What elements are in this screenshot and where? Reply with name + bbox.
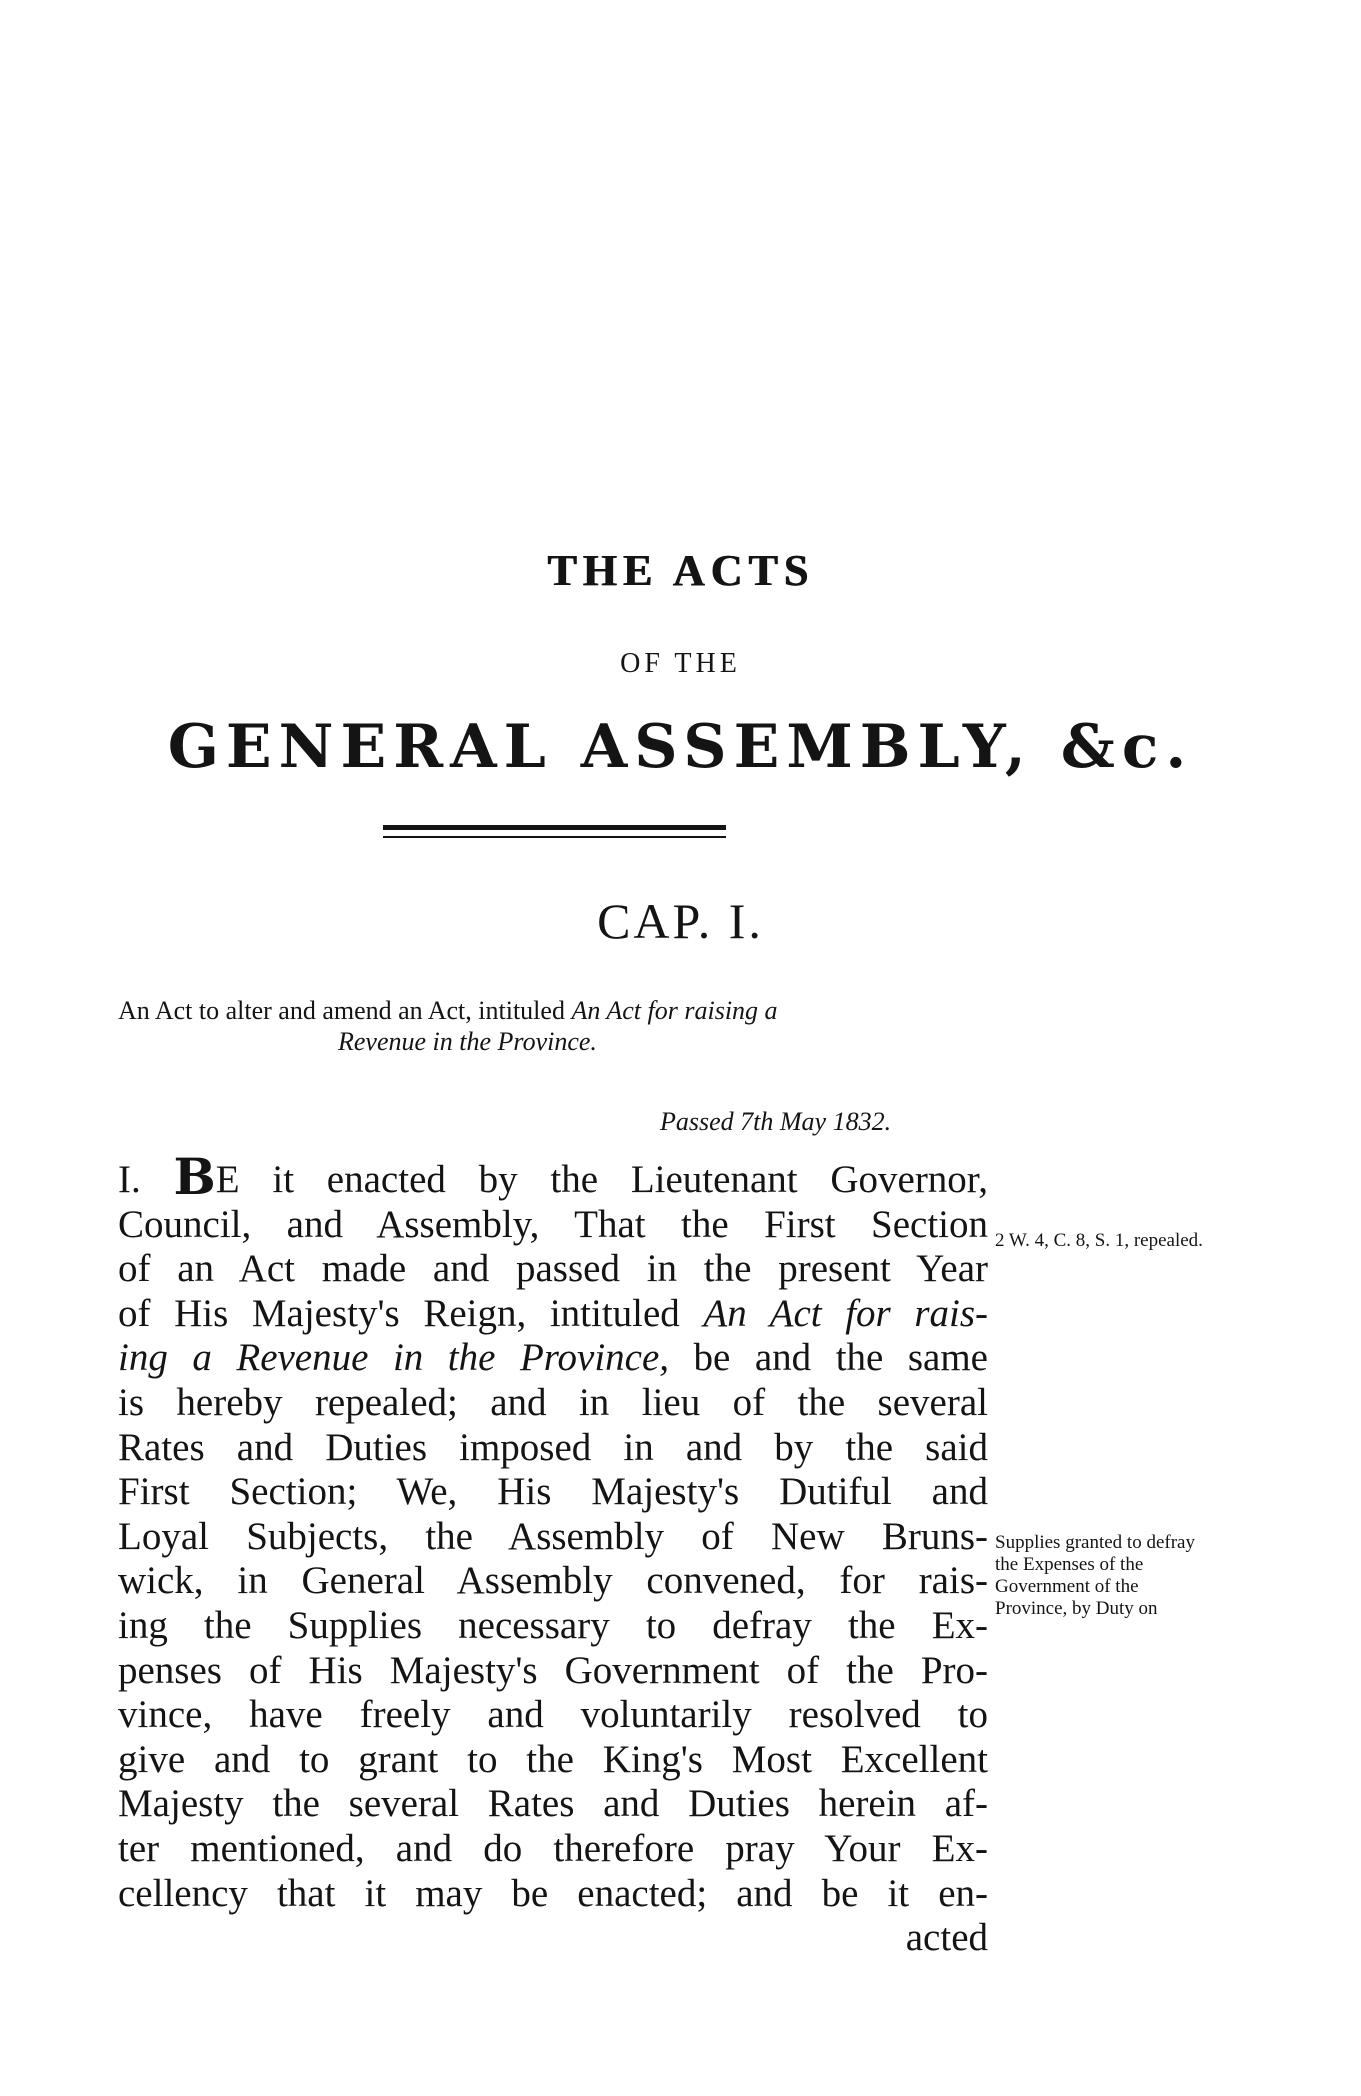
- body-line-text: of His Majesty's Reign, intituled: [118, 1291, 704, 1335]
- act-title-part-1: An Act to alter and amend an Act, intituled: [118, 996, 572, 1025]
- body-line: Majesty the several Rates and Duties herein af-: [118, 1782, 988, 1826]
- heading-of-the: OF THE: [620, 648, 741, 679]
- heading-general-assembly: GENERAL ASSEMBLY, &c.: [167, 712, 1194, 782]
- body-line: ter mentioned, and do therefore pray Your Ex-: [118, 1826, 988, 1870]
- divider-rule-thin: [383, 836, 726, 838]
- body-line: cellency that it may be enacted; and be it en-: [118, 1871, 988, 1915]
- act-title-part-2: An Act for raising a: [571, 996, 778, 1025]
- heading-the-acts: THE ACTS: [547, 546, 814, 595]
- act-title-part-3: Revenue in the Province.: [338, 1027, 597, 1056]
- passed-date: Passed 7th May 1832.: [660, 1107, 892, 1136]
- marginal-note-supplies: Supplies granted to defray the Expenses of the Government of the Province, by Duty on: [995, 1532, 1195, 1619]
- body-line: give and to grant to the King's Most Excellent: [118, 1737, 988, 1781]
- body-line: [118, 1147, 988, 1206]
- body-line: penses of His Majesty's Government of the Pro-: [118, 1648, 988, 1692]
- body-line: Rates and Duties imposed in and by the said: [118, 1425, 988, 1469]
- chapter-heading: CAP. I.: [597, 893, 764, 949]
- body-line-text: be and the same: [669, 1336, 988, 1380]
- body-line: [118, 1292, 988, 1337]
- body-line-italic: ing a Revenue in the Province,: [118, 1336, 670, 1380]
- catchword: acted: [905, 1916, 988, 1960]
- marginal-note-repealed: 2 W. 4, C. 8, S. 1, repealed.: [995, 1230, 1203, 1251]
- body-line: vince, have freely and voluntarily resolved to: [118, 1693, 988, 1737]
- body-line: [118, 1336, 988, 1381]
- section-number: I.: [118, 1158, 141, 1201]
- body-line: First Section; We, His Majesty's Dutiful and: [118, 1470, 988, 1514]
- body-line: Council, and Assembly, That the First Section: [118, 1202, 988, 1246]
- divider-rule-thick: [383, 825, 726, 830]
- body-line: ing the Supplies necessary to defray the Ex-: [118, 1603, 988, 1647]
- body-line: Loyal Subjects, the Assembly of New Bruns-: [118, 1514, 988, 1558]
- body-line: is hereby repealed; and in lieu of the several: [118, 1380, 988, 1424]
- act-title: [118, 995, 1018, 1057]
- body-line: of an Act made and passed in the present Year: [118, 1247, 988, 1291]
- drop-cap: B: [173, 1147, 216, 1206]
- body-line-italic: An Act for rais-: [703, 1291, 988, 1335]
- body-line-text: E it enacted by the Lieutenant Governor,: [215, 1158, 988, 1201]
- body-line: wick, in General Assembly convened, for rais-: [118, 1559, 988, 1603]
- section-body: [118, 1147, 988, 1961]
